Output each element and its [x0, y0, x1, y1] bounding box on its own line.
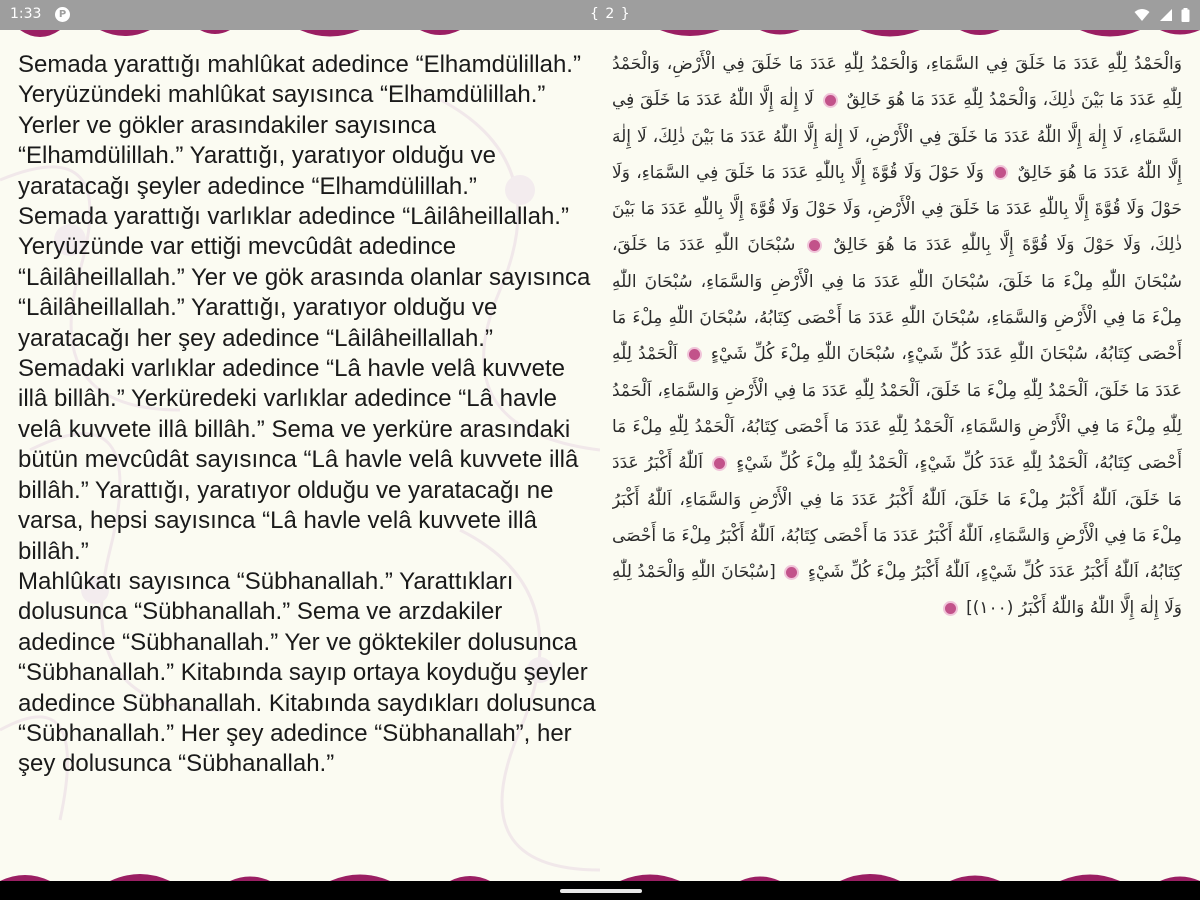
ayah-marker-icon — [809, 240, 820, 251]
book-page[interactable] — [0, 30, 1200, 881]
arabic-segment: اَلْحَمْدُ لِلّٰهِ عَدَدَ مَا خَلَقَ، اَلْحَمْدُ لِلّٰهِ مِلْءَ مَا خَلَقَ، اَلْحَمْدُ لِلّٰهِ عَدَدَ مَا فِي الْأَرْضِ وَالسَّمَاءِ، اَلْحَمْدُ لِلّٰهِ مِلْءَ مَا فِي الْأَرْضِ وَالسَّمَاءِ، اَلْحَمْدُ لِلّٰهِ عَدَدَ مَا أَحْصَى كِتَابُهُ، اَلْحَمْدُ لِلّٰهِ مِلْءَ مَا أَحْصَى كِتَابُهُ، اَلْحَمْدُ لِلّٰهِ عَدَدَ كُلِّ شَيْءٍ، اَلْحَمْدُ لِلّٰهِ مِلْءَ كُلِّ شَيْءٍ — [612, 344, 1182, 474]
arabic-text — [612, 46, 1182, 872]
turkish-translation — [18, 50, 598, 876]
ayah-marker-icon — [714, 458, 725, 469]
translation-paragraph: Semada yarattığı varlıklar adedince “Lâilâheillallah.” Yeryüzünde var ettiği mevcûdât adedince “Lâilâheillallah.” Yer ve gök arasında olanlar sayısınca “Lâilâheillallah.” Yarattığı, yaratıyor olduğu ve yaratacağı her şey adedince “Lâilâheillallah.” — [18, 203, 591, 352]
arabic-segment: لَا إِلٰهَ إِلَّا اللّٰهُ عَدَدَ مَا خَلَقَ فِي السَّمَاءِ، لَا إِلٰهَ إِلَّا اللّٰهُ عَدَدَ مَا خَلَقَ فِي الْأَرْضِ، لَا إِلٰهَ إِلَّا اللّٰهُ عَدَدَ مَا بَيْنَ ذٰلِكَ، لَا إِلٰهَ إِلَّا اللّٰهُ عَدَدَ مَا هُوَ خَالِقٌ — [612, 90, 1182, 183]
floral-border-bottom — [0, 867, 1200, 881]
ayah-marker-icon — [786, 567, 797, 578]
ayah-marker-icon — [689, 349, 700, 360]
arabic-segment: وَالْحَمْدُ لِلّٰهِ عَدَدَ مَا خَلَقَ فِي السَّمَاءِ، وَالْحَمْدُ لِلّٰهِ عَدَدَ مَا خَلَقَ فِي الْأَرْضِ، وَالْحَمْدُ لِلّٰهِ عَدَدَ مَا بَيْنَ ذٰلِكَ، وَالْحَمْدُ لِلّٰهِ عَدَدَ مَا هُوَ خَالِقٌ — [612, 54, 1182, 111]
signal-icon — [1159, 8, 1173, 22]
status-icons — [1130, 8, 1190, 22]
ayah-marker-icon — [825, 95, 836, 106]
arabic-segment: اَللّٰهُ أَكْبَرُ عَدَدَ مَا خَلَقَ، اَللّٰهُ أَكْبَرُ مِلْءَ مَا خَلَقَ، اَللّٰهُ أَكْبَرُ عَدَدَ مَا فِي الْأَرْضِ وَالسَّمَاءِ، اَللّٰهُ أَكْبَرُ مِلْءَ مَا فِي الْأَرْضِ وَالسَّمَاءِ، اَللّٰهُ أَكْبَرُ عَدَدَ مَا أَحْصَى كِتَابُهُ، اَللّٰهُ أَكْبَرُ مِلْءَ مَا أَحْصَى كِتَابُهُ، اَللّٰهُ أَكْبَرُ عَدَدَ كُلِّ شَيْءٍ، اَللّٰهُ أَكْبَرُ مِلْءَ كُلِّ شَيْءٍ — [612, 453, 1182, 583]
wifi-icon — [1134, 8, 1150, 22]
floral-border-top — [0, 30, 1200, 44]
home-gesture-handle[interactable] — [560, 889, 642, 893]
app-notification-icon: P — [55, 7, 70, 22]
arabic-segment: سُبْحَانَ اللّٰهِ عَدَدَ مَا خَلَقَ، سُبْحَانَ اللّٰهِ مِلْءَ مَا خَلَقَ، سُبْحَانَ اللّٰهِ عَدَدَ مَا فِي الْأَرْضِ وَالسَّمَاءِ، سُبْحَانَ اللّٰهِ مِلْءَ مَا فِي الْأَرْضِ وَالسَّمَاءِ، سُبْحَانَ اللّٰهِ عَدَدَ مَا أَحْصَى كِتَابُهُ، سُبْحَانَ اللّٰهِ مِلْءَ مَا أَحْصَى كِتَابُهُ، سُبْحَانَ اللّٰهِ عَدَدَ كُلِّ شَيْءٍ، سُبْحَانَ اللّٰهِ مِلْءَ كُلِّ شَيْءٍ — [612, 235, 1182, 365]
page-indicator: { 2 } — [590, 6, 631, 22]
ayah-marker-icon — [945, 603, 956, 614]
navigation-bar — [0, 881, 1200, 900]
arabic-paragraph — [612, 46, 1182, 627]
arabic-segment: وَلَا حَوْلَ وَلَا قُوَّةَ إِلَّا بِاللّٰهِ عَدَدَ مَا خَلَقَ فِي السَّمَاءِ، وَلَا حَوْلَ وَلَا قُوَّةَ إِلَّا بِاللّٰهِ عَدَدَ مَا خَلَقَ فِي الْأَرْضِ، وَلَا حَوْلَ وَلَا قُوَّةَ إِلَّا بِاللّٰهِ عَدَدَ مَا بَيْنَ ذٰلِكَ، وَلَا حَوْلَ وَلَا قُوَّةَ إِلَّا بِاللّٰهِ عَدَدَ مَا هُوَ خَالِقٌ — [612, 162, 1182, 256]
arabic-segment: [سُبْحَانَ اللّٰهِ وَالْحَمْدُ لِلّٰهِ وَلَا إِلٰهَ إِلَّا اللّٰهُ وَاللّٰهُ أَكْبَرُ (١٠٠)] — [612, 562, 1182, 619]
ayah-marker-icon — [995, 167, 1006, 178]
translation-paragraph: Mahlûkatı sayısınca “Sübhanallah.” Yarattıkları dolusunca “Sübhanallah.” Sema ve arzdakiler adedince “Sübhanallah.” Yer ve göktekiler dolusunca “Sübhanallah.” Kitabında sayıp ortaya koyduğu şeyler adedince Sübhanallah. Kitabında saydıkları dolusunca “Sübhanallah.” Her şey adedince “Sübhanallah”, her şey dolusunca “Sübhanallah.” — [18, 567, 596, 778]
status-time: 1:33 — [10, 6, 42, 22]
translation-paragraph: Semadaki varlıklar adedince “Lâ havle velâ kuvvete illâ billâh.” Yerküredeki varlıklar adedince “Lâ havle velâ kuvvete illâ billâh.” Sema ve yerküre arasındaki bütün mevcûdât sayısınca “Lâ havle velâ kuvvete illâ billâh.” Yarattığı, yaratıyor olduğu ve yaratacağı ne varsa, hepsi sayısınca “Lâ havle velâ kuvvete illâ billâh.” — [18, 355, 579, 565]
status-bar — [0, 0, 1200, 30]
translation-paragraph: Semada yarattığı mahlûkat adedince “Elhamdülillah.” Yeryüzündeki mahlûkat sayısınca “Elhamdülillah.” Yerler ve gökler arasındakiler sayısınca “Elhamdülillah.” Yarattığı, yaratıyor olduğu ve yaratacağı şeyler adedince “Elhamdülillah.” — [18, 51, 581, 200]
battery-icon — [1181, 8, 1190, 22]
